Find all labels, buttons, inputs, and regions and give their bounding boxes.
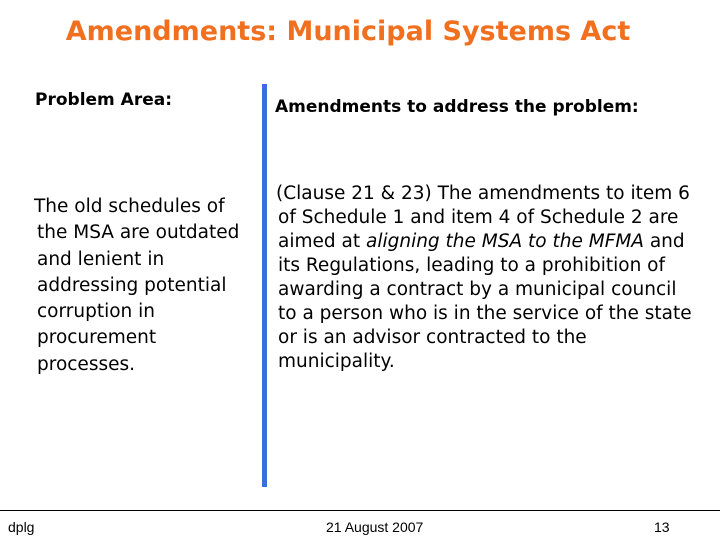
problem-line: The old schedules of — [34, 196, 225, 217]
amendment-text — [276, 182, 692, 374]
amendment-text-span: aimed at — [278, 231, 366, 252]
amendment-line: its Regulations, leading to a prohibition of — [278, 255, 666, 276]
problem-line: the MSA are outdated — [37, 222, 240, 244]
problem-line: procurement — [37, 327, 157, 349]
amendment-line: or is an advisor contracted to the — [278, 327, 587, 348]
problem-area-heading: Problem Area: — [35, 90, 173, 110]
problem-line: addressing potential — [37, 274, 227, 296]
problem-line: processes. — [37, 353, 135, 375]
amendment-line: of Schedule 1 and item 4 of Schedule 2 are — [278, 207, 679, 228]
amendment-line: (Clause 21 & 23) The amendments to item 6 — [276, 183, 690, 204]
problem-line: and lenient in — [37, 248, 165, 270]
problem-text — [30, 194, 260, 378]
amendments-heading: Amendments to address the problem: — [275, 97, 639, 117]
slide-number: 13 — [654, 519, 670, 535]
problem-line: corruption in — [37, 301, 156, 323]
amendment-text-span: and — [643, 231, 685, 252]
amendment-line — [276, 230, 692, 254]
footer-organization: dplg — [8, 519, 35, 535]
amendment-line: municipality. — [278, 351, 395, 372]
amendment-line: to a person who is in the service of the state — [278, 303, 692, 324]
column-divider — [262, 84, 267, 487]
amendment-italic-text: aligning the MSA to the MFMA — [365, 231, 644, 252]
amendment-line: awarding a contract by a municipal council — [278, 279, 677, 300]
slide-title: Amendments: Municipal Systems Act — [65, 16, 631, 47]
footer-rule — [0, 510, 720, 511]
footer-date: 21 August 2007 — [326, 519, 424, 535]
